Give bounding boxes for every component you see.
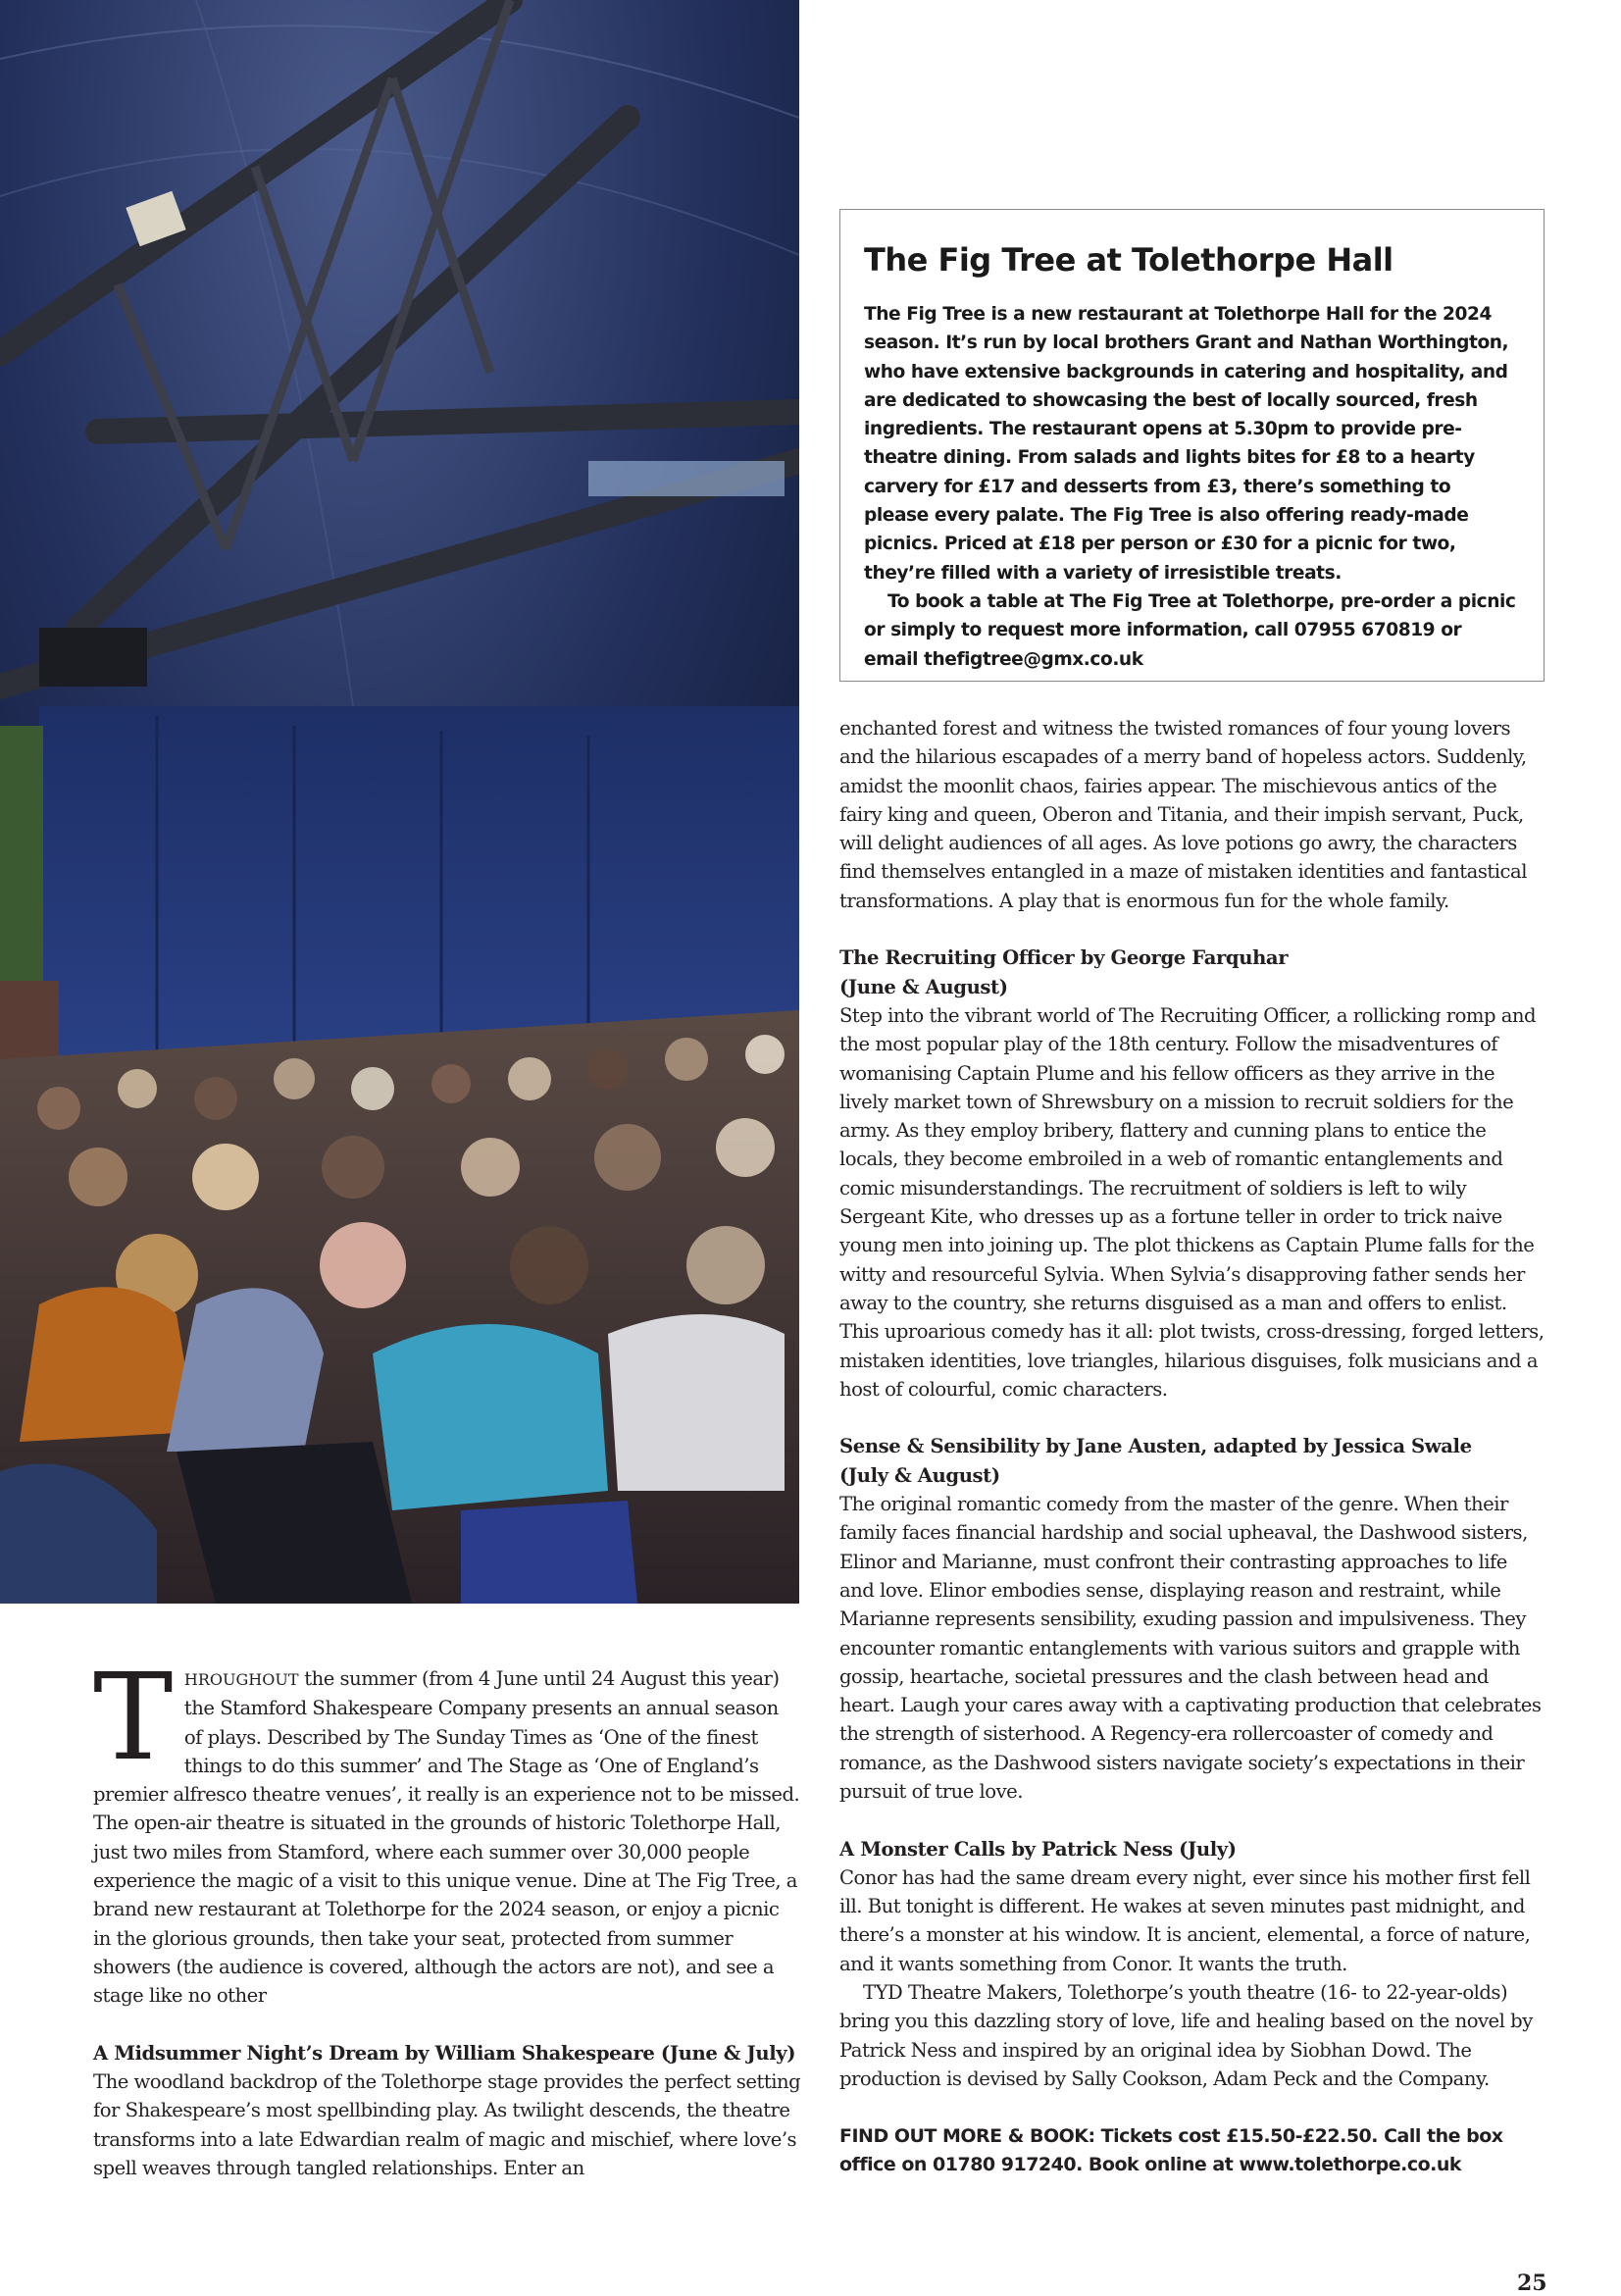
intro-paragraph [93,1648,801,2011]
monster-text: Conor has had the same dream every night, ever since his mother first fell ill. But tonight is different. He wakes at seven minutes past midnight, and there’s a monster at his window. It is ancient, elemental, a force of nature, and it wants something from Conor. It wants the truth. [839,1865,1531,1975]
sense-heading-dates: (July & August) [839,1463,1000,1487]
recruiting-heading-dates: (June & August) [839,975,1008,998]
sidebar-paragraph: The Fig Tree is a new restaurant at Tolethorpe Hall for the 2024 season. It’s run by local brothers Grant and Nathan Worthington, who have extensive backgrounds in catering and hospitality, and are dedicated to showcasing the best of locally sourced, fresh ingredients. The restaurant opens at 5.30pm to provide pre-theatre dining. From salads and lights bites for £8 to a hearty carvery for £17 and desserts from £3, there’s something to please every palate. The Fig Tree is also offering ready-made picnics. Priced at £18 per person or £30 for a picnic for two, they’re filled with a variety of irresistible treats. [864,304,1509,584]
auditorium-photo [0,0,799,1604]
midsummer-text-part2: enchanted forest and witness the twisted romances of four young lovers and the hilarious escapades of a merry band of hopeless actors. Suddenly, amidst the moonlit chaos, fairies appear. The mischievous antics of the fairy king and queen, Oberon and Titania, and their impish servant, Puck, will delight audiences of all ages. As love potions go awry, the characters find themselves entangled in a maze of mistaken identities and fantastical transformations. A play that is enormous fun for the whole family. [839,717,1527,912]
intro-lead: HROUGHOUT [183,1670,299,1689]
sense-heading-title: Sense & Sensibility by Jane Austen, adapted by Jessica Swale [839,1435,1472,1458]
fig-tree-sidebar [839,209,1545,682]
monster-text-youth: TYD Theatre Makers, Tolethorpe’s youth theatre (16- to 22-year-olds) bring you this dazzling story of love, life and healing based on the novel by Patrick Ness and inspired by an original idea by Siobhan Dowd. The production is devised by Sally Cookson, Adam Peck and the Company. [839,1981,1533,2090]
sidebar-title: The Fig Tree at Tolethorpe Hall [864,241,1393,279]
recruiting-heading-title: The Recruiting Officer by George Farquhar [839,946,1289,970]
midsummer-heading: A Midsummer Night’s Dream by William Shakespeare (June & July) [93,2041,796,2065]
monster-heading: A Monster Calls by Patrick Ness (July) [839,1837,1237,1861]
recruiting-text: Step into the vibrant world of The Recruiting Officer, a rollicking romp and the most popular play of the 18th century. Follow the misadventures of womanising Captain Plume and his fellow officers as they arrive in the lively market town of Shrewsbury on a mission to recruit soldiers for the army. As they employ bribery, flattery and cunning plans to entice the locals, they become embroiled in a web of romantic entanglements and comic misunderstandings. The recruitment of soldiers is left to wily Sergeant Kite, who dresses up as a fortune teller in order to trick naive young men into joining up. The plot thickens as Captain Plume falls for the witty and resourceful Sylvia. When Sylvia’s disapproving father sends her away to the country, she returns disguised as a man and offers to enlist. This uproarious comedy has it all: plot twists, cross-dressing, forged letters, mistaken identities, love triangles, hilarious disguises, folk musicians and a host of colourful, comic characters. [839,1003,1545,1401]
midsummer-text-part1: The woodland backdrop of the Tolethorpe stage provides the perfect setting for Shakespeare’s most spellbinding play. As twilight descends, the theatre transforms into a late Edwardian realm of magic and mischief, where love’s spell weaves through tangled relationships. Enter an [93,2070,801,2180]
sense-text: The original romantic comedy from the master of the genre. When their family faces financial hardship and social upheaval, the Dashwood sisters, Elinor and Marianne, must confront their contrasting approaches to life and love. Elinor embodies sense, displaying reason and restraint, while Marianne represents sensibility, exuding passion and impulsiveness. They encounter romantic entanglements with various suitors and grapple with gossip, heartache, societal pressures and the clash between head and heart. Laugh your cares away with a captivating production that celebrates the strength of sisterhood. A Regency-era rollercoaster of comedy and romance, as the Dashwood sisters navigate society’s expectations in their pursuit of true love. [839,1493,1542,1803]
recruiting-heading [839,944,1545,1001]
booking-info: FIND OUT MORE & BOOK: Tickets cost £15.50-£22.50. Call the box office on 01780 917240. Book online at www.tolethorpe.co.uk [839,2124,1503,2175]
drop-cap: T [93,1648,173,1787]
sense-heading [839,1432,1545,1490]
sidebar-booking-paragraph: To book a table at The Fig Tree at Tolethorpe, pre-order a picnic or simply to request more information, call 07955 670819 or email thefigtree@gmx.co.uk [864,590,1516,670]
right-column [839,714,1545,2179]
page-number: 25 [1517,2270,1547,2296]
intro-text: the summer (from 4 June until 24 August this year) the Stamford Shakespeare Company presents an annual season of plays. Described by The Sunday Times as ‘One of the finest things to do this summer’ and The Stage as ‘One of England’s premier alfresco theatre venues’, it really is an experience not to be missed. The open-air theatre is situated in the grounds of historic Tolethorpe Hall, just two miles from Stamford, where each summer over 30,000 people experience the magic of a visit to this unique venue. Dine at The Fig Tree, a brand new restaurant at Tolethorpe for the 2024 season, or enjoy a picnic in the glorious grounds, then take your seat, protected from summer showers (the audience is covered, although the actors are not), and see a stage like no other [93,1667,800,2008]
left-column [93,1648,801,2182]
auditorium-photo-art [0,0,799,1604]
